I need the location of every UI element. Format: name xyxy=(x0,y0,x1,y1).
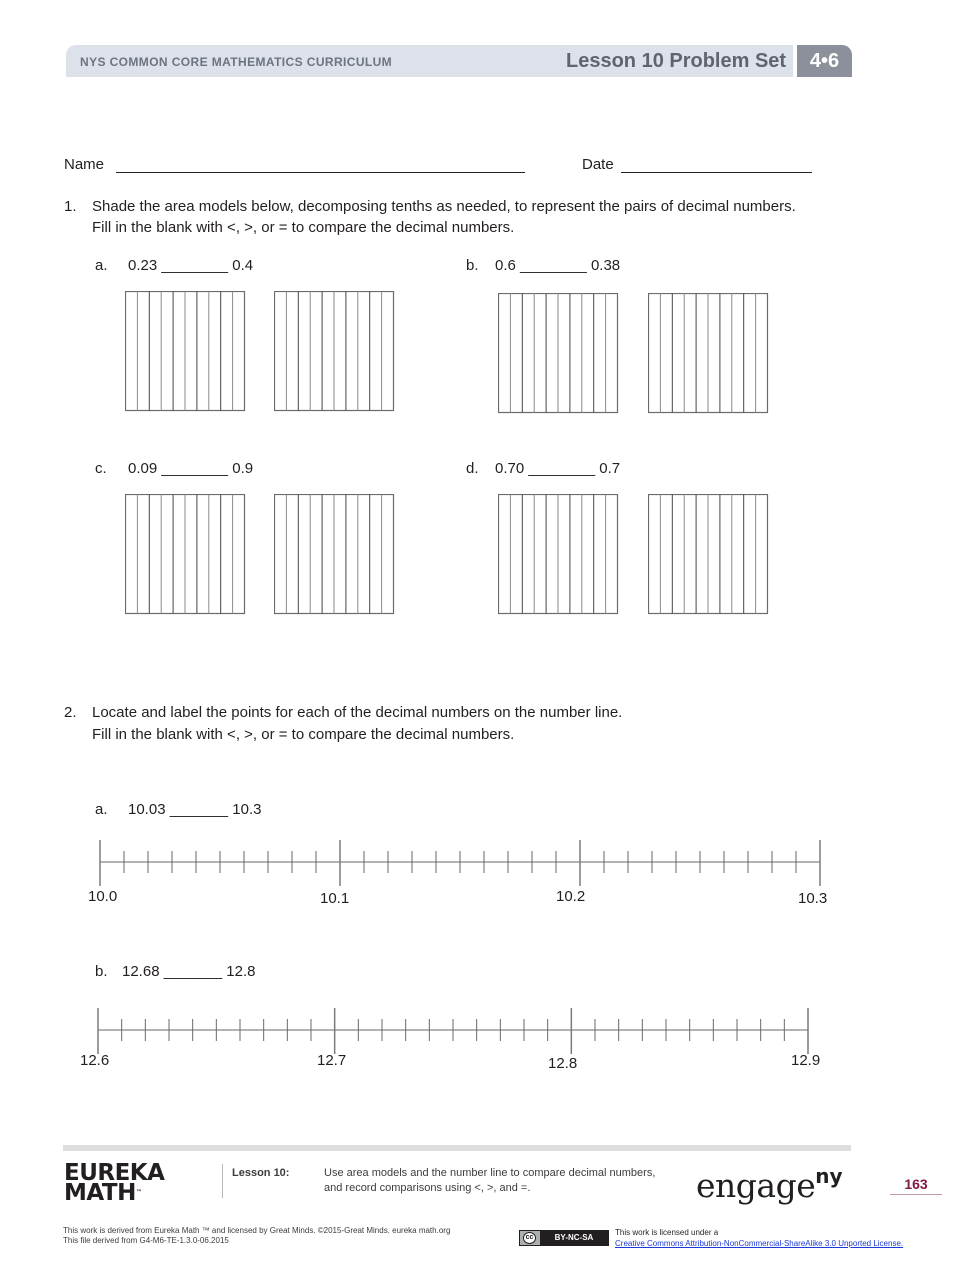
problem-1a-blank[interactable]: ________ xyxy=(161,257,229,274)
problem-1-instruction-2: Fill in the blank with <, >, or = to compare the decimal numbers. xyxy=(92,219,515,236)
problem-1d-comparison xyxy=(495,460,620,477)
number-line-2b-label-2: 12.8 xyxy=(548,1055,578,1072)
problem-2a-comparison xyxy=(128,801,262,818)
name-field[interactable] xyxy=(116,172,525,173)
credit-text xyxy=(63,1226,450,1246)
problem-1c-right: 0.9 xyxy=(232,460,254,477)
license-text: This work is licensed under a xyxy=(615,1228,719,1237)
credit-line-1: This work is derived from Eureka Math ™ and licensed by Great Minds. ©2015-Great Minds. eureka math.org xyxy=(63,1226,451,1235)
number-line-2a[interactable] xyxy=(90,838,830,888)
problem-2a-right: 10.3 xyxy=(232,801,262,818)
lesson-title: Lesson 10 Problem Set xyxy=(566,50,787,72)
curriculum-title: NYS COMMON CORE MATHEMATICS CURRICULUM xyxy=(80,55,393,69)
problem-1a-left: 0.23 xyxy=(128,257,158,274)
number-line-2b-label-0: 12.6 xyxy=(80,1052,110,1069)
problem-1a-right: 0.4 xyxy=(232,257,254,274)
problem-1d-right: 0.7 xyxy=(599,460,621,477)
problem-1b-comparison xyxy=(495,257,620,274)
problem-1d-letter: d. xyxy=(466,460,479,477)
problem-2b-left: 12.68 xyxy=(122,963,160,980)
footer-lesson-label: Lesson 10: xyxy=(232,1167,290,1179)
problem-2b-comparison xyxy=(122,963,256,980)
cc-license-badge[interactable] xyxy=(519,1230,609,1246)
number-line-2a-label-2: 10.2 xyxy=(556,888,586,905)
problem-2a-left: 10.03 xyxy=(128,801,166,818)
engageny-logo xyxy=(696,1166,843,1205)
problem-1d-blank[interactable]: ________ xyxy=(528,460,596,477)
footer-lesson-description xyxy=(324,1166,655,1196)
area-model-1c-left[interactable] xyxy=(125,494,246,615)
problem-1c-letter: c. xyxy=(95,460,107,477)
logo-line-2: MATH xyxy=(64,1180,136,1206)
number-line-2b-label-1: 12.7 xyxy=(317,1052,347,1069)
problem-2-number: 2. xyxy=(64,704,77,721)
credit-line-2: This file derived from G4-M6-TE-1.3.0-06.2015 xyxy=(63,1236,229,1245)
number-line-2b-label-3: 12.9 xyxy=(791,1052,821,1069)
problem-2-instruction-2: Fill in the blank with <, >, or = to compare the decimal numbers. xyxy=(92,726,515,743)
problem-1a-letter: a. xyxy=(95,257,108,274)
problem-2b-right: 12.8 xyxy=(226,963,256,980)
problem-1c-comparison xyxy=(128,460,253,477)
number-line-2a-label-0: 10.0 xyxy=(88,888,118,905)
ny-text: ny xyxy=(815,1164,843,1188)
lesson-desc-line-1: Use area models and the number line to compare decimal numbers, xyxy=(324,1167,656,1179)
problem-1b-letter: b. xyxy=(466,257,479,274)
area-model-1c-right[interactable] xyxy=(274,494,395,615)
area-model-1b-left[interactable] xyxy=(498,293,619,414)
problem-1-number: 1. xyxy=(64,198,77,215)
area-model-1d-left[interactable] xyxy=(498,494,619,615)
problem-1d-left: 0.70 xyxy=(495,460,525,477)
lesson-desc-line-2: and record comparisons using <, >, and =. xyxy=(324,1182,531,1194)
logo-line-1: EUREKA xyxy=(64,1160,165,1186)
number-line-2b[interactable] xyxy=(88,1006,818,1056)
problem-2-instruction-1: Locate and label the points for each of the decimal numbers on the number line. xyxy=(92,704,623,721)
problem-1c-blank[interactable]: ________ xyxy=(161,460,229,477)
area-model-1b-right[interactable] xyxy=(648,293,769,414)
problem-1b-blank[interactable]: ________ xyxy=(520,257,587,274)
date-field[interactable] xyxy=(621,172,812,173)
problem-1a-comparison xyxy=(128,257,253,274)
number-line-2a-label-3: 10.3 xyxy=(798,890,828,907)
grade-module-badge: 4•6 xyxy=(797,45,852,77)
footer-divider xyxy=(63,1145,851,1151)
problem-1-instruction-1: Shade the area models below, decomposing tenths as needed, to represent the pairs of decimal numbers. xyxy=(92,198,796,215)
problem-1b-right: 0.38 xyxy=(590,257,621,274)
problem-2b-blank[interactable]: _______ xyxy=(163,963,223,980)
page-number: 163 xyxy=(890,1176,942,1195)
problem-1b-left: 0.6 xyxy=(495,257,516,274)
area-model-1a-right[interactable] xyxy=(274,291,395,412)
date-label: Date xyxy=(582,156,614,173)
cc-icon: cc xyxy=(523,1232,536,1244)
cc-license-label: BY-NC-SA xyxy=(540,1231,608,1245)
problem-2a-blank[interactable]: _______ xyxy=(169,801,229,818)
eureka-math-logo xyxy=(64,1160,165,1206)
area-model-1a-left[interactable] xyxy=(125,291,246,412)
footer-separator xyxy=(222,1164,223,1198)
license-link[interactable]: Creative Commons Attribution-NonCommercial-ShareAlike 3.0 Unported License. xyxy=(615,1239,904,1248)
number-line-2a-label-1: 10.1 xyxy=(320,890,350,907)
area-model-1d-right[interactable] xyxy=(648,494,769,615)
engage-text: engage xyxy=(696,1166,816,1205)
problem-2b-letter: b. xyxy=(95,963,108,980)
logo-tm: ™ xyxy=(135,1189,142,1196)
name-label: Name xyxy=(64,156,105,173)
problem-2a-letter: a. xyxy=(95,801,108,818)
problem-1c-left: 0.09 xyxy=(128,460,158,477)
